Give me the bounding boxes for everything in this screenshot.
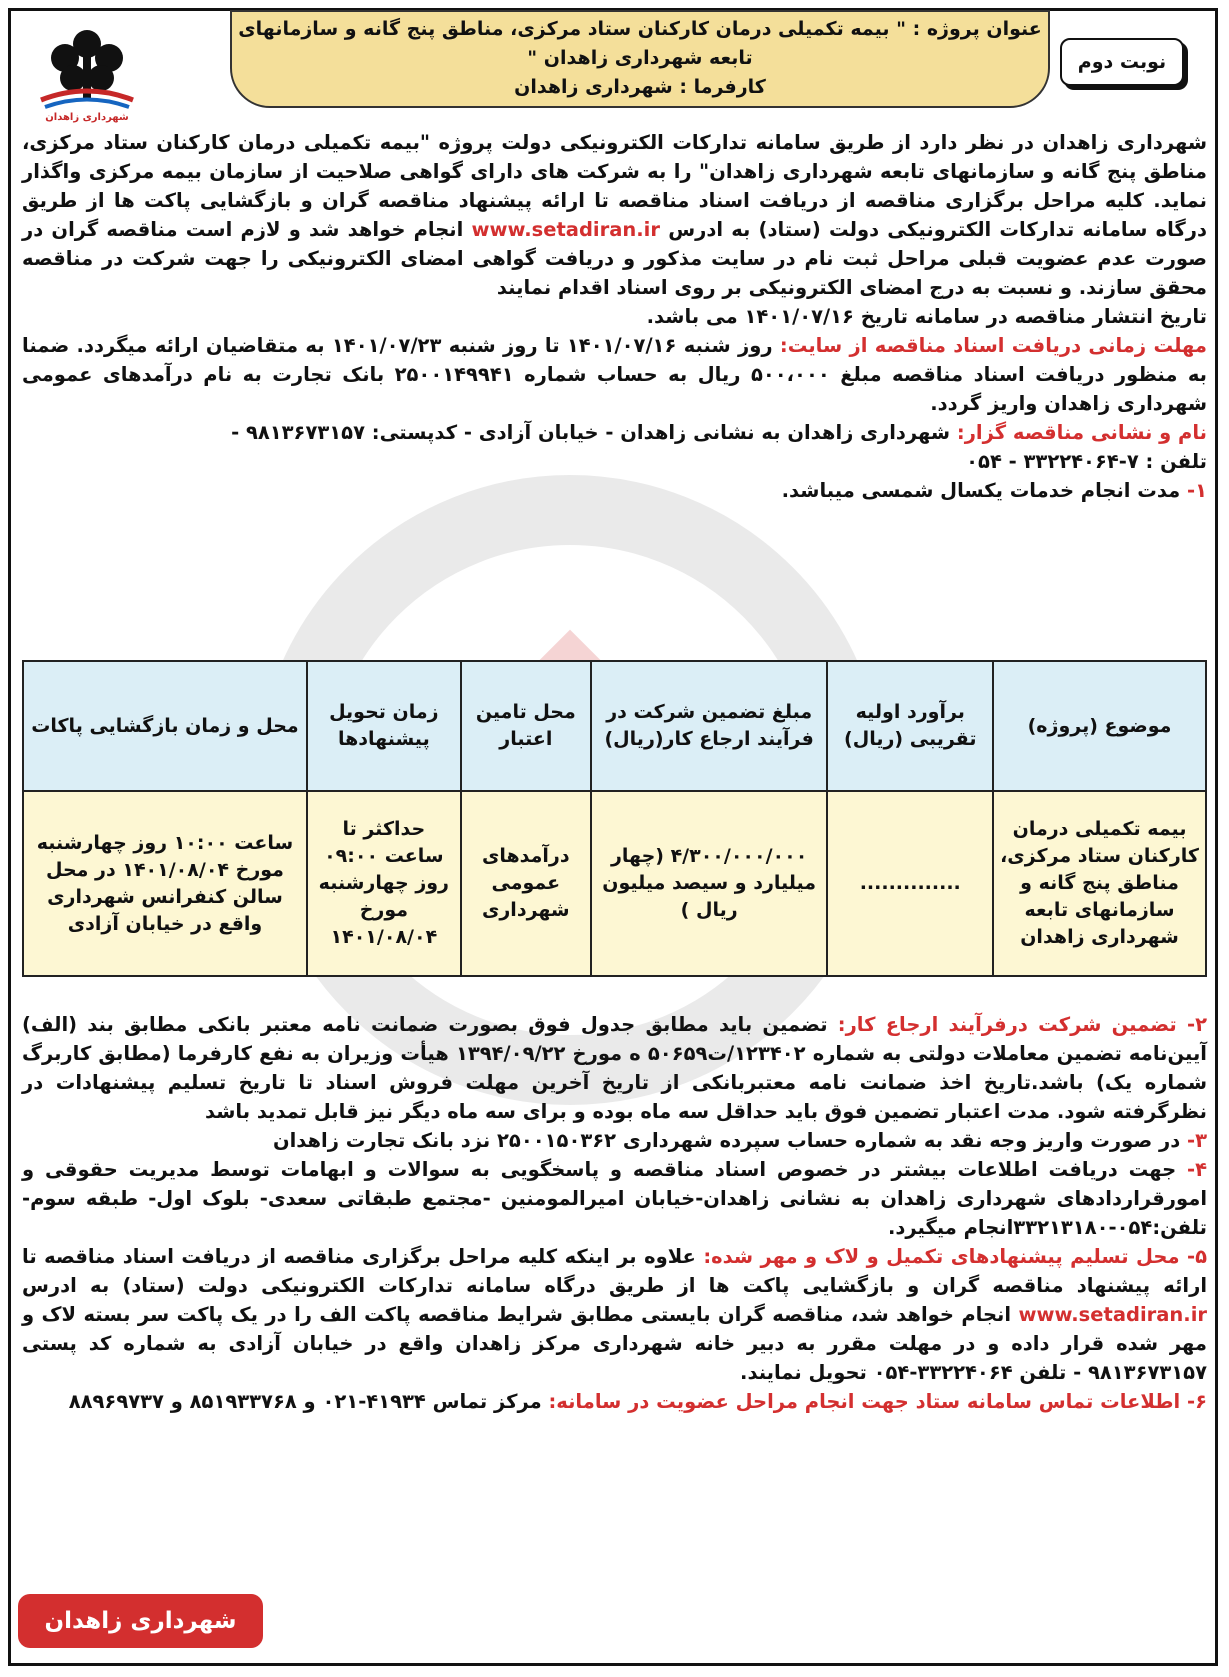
municipality-logo-icon <box>27 22 147 110</box>
col-header-funding: محل تامین اعتبار <box>461 661 591 791</box>
deadline-text: روز شنبه ۱۴۰۱/۰۷/۱۶ تا روز شنبه ۱۴۰۱/۰۷/۲۳ به متقاضیان ارائه میگردد. ضمنا به منظور دریافت اسناد مناقصه مبلغ ۵۰۰،۰۰۰ ریال به حساب شماره ۲۵۰۰۱۴۹۹۴۱ بانک تجارت به نام درآمدهای عمومی شهرداری زاهدان واریز گردد. <box>22 334 1207 415</box>
employer-line: کارفرما : شهرداری زاهدان <box>514 76 766 98</box>
intro-paragraph <box>22 128 1207 302</box>
col-header-delivery: زمان تحویل پیشنهادها <box>307 661 461 791</box>
intro-text-2: انجام خواهد شد و لازم است مناقصه گران در صورت عدم عضویت قبلی مراحل ثبت نام در سایت مذکور و دریافت گواهی امضای الکترونیکی را جهت شرکت در مناقصه محقق سازند. و نسبت به درج امضای الکترونیکی بر روی اسناد اقدام نمایند <box>22 218 1207 299</box>
organizer-label: نام و نشانی مناقصه گزار: <box>956 421 1207 444</box>
cell-opening: ساعت ۱۰:۰۰ روز چهارشنبه مورخ ۱۴۰۱/۰۸/۰۴ در محل سالن کنفرانس شهرداری واقع در خیابان آزادی <box>23 791 307 976</box>
notice-body-top <box>22 128 1207 505</box>
cell-delivery: حداکثر تا ساعت ۰۹:۰۰ روز چهارشنبه مورخ ۱۴۰۱/۰۸/۰۴ <box>307 791 461 976</box>
organizer-paragraph <box>22 418 1207 447</box>
item-4-number: ۴- <box>1187 1158 1207 1181</box>
col-header-subject: موضوع (پروژه) <box>993 661 1206 791</box>
organizer-phone: تلفن : ۷-۳۳۲۲۴۰۶۴ - ۰۵۴ <box>966 450 1207 473</box>
item-2 <box>22 1010 1207 1126</box>
item-3-number: ۳- <box>1187 1129 1207 1152</box>
col-header-estimate: برآورد اولیه تقریبی (ریال) <box>827 661 993 791</box>
item-5-text-2: انجام خواهد شد، مناقصه گران بایستی مطابق شرایط مناقصه پاکت الف را در یک پاکت سر بسته لاک و مهر شده قرار داده و در مهلت مقرر به دبیر خانه شهرداری مرکز زاهدان واقع در خیابان آزادی به شماره کد پستی ۹۸۱۳۶۷۳۱۵۷ - تلفن ۳۳۲۲۴۰۶۴-۰۵۴ تحویل نمایند. <box>22 1303 1207 1384</box>
item-5-text-1: علاوه بر اینکه کلیه مراحل برگزاری مناقصه از دریافت اسناد مناقصه تا ارائه پیشنهاد مناقصه گران و بازگشایی پاکت ها از طریق درگاه سامانه تدارکات الکترونیکی دولت (ستاد) به ادرس <box>22 1245 1207 1297</box>
municipality-logo <box>22 22 152 132</box>
item-6-text: مرکز تماس ۴۱۹۳۴-۰۲۱ و ۸۵۱۹۳۳۷۶۸ و ۸۸۹۶۹۷۳۷ <box>68 1390 542 1413</box>
item-6-label: ۶- اطلاعات تماس سامانه ستاد جهت انجام مراحل عضویت در سامانه: <box>548 1390 1207 1413</box>
item-2-label: ۲- تضمین شرکت درفرآیند ارجاع کار: <box>837 1013 1207 1036</box>
item-4 <box>22 1155 1207 1242</box>
setadiran-link-2[interactable]: www.setadiran.ir <box>1018 1303 1207 1326</box>
deadline-paragraph <box>22 331 1207 418</box>
col-header-guarantee: مبلغ تضمین شرکت در فرآیند ارجاع کار(ریال) <box>591 661 828 791</box>
round-badge: نوبت دوم <box>1060 38 1184 86</box>
item-4-text: جهت دریافت اطلاعات بیشتر در خصوص اسناد مناقصه و پاسخگویی به سوالات و ابهامات توسط مدیریت حقوقی و امورقراردادهای شهرداری زاهدان به نشانی زاهدان-خیابان امیرالمومنین -مجتمع طبقاتی سعدی- بلوک اول- طبقه سوم- تلفن:۰۵۴-۳۳۲۱۳۱۸۰انجام میگیرد. <box>22 1158 1207 1239</box>
item-2-text: تضمین باید مطابق جدول فوق بصورت ضمانت نامه معتبر بانکی مطابق بند (الف) آیین‌نامه تضمین معاملات دولتی به شماره ۱۲۳۴۰۲/ت۵۰۶۵۹ ه مورخ ۱۳۹۴/۰۹/۲۲ هیأت وزیران به نفع کارفرما (مطابق کاربرگ شماره یک) باشد.تاریخ اخذ ضمانت نامه معتبربانکی از تاریخ آخرین مهلت فروش اسناد تا تاریخ تسلیم پیشنهادات در نظرگرفته شود. مدت اعتبار تضمین فوق باید حداقل سه ماه بوده و برای سه ماه دیگر نیز قابل تمدید باشد <box>22 1013 1207 1123</box>
item-1-number: ۱- <box>1187 479 1207 502</box>
footer-municipality-badge: شهرداری زاهدان <box>18 1594 263 1648</box>
item-3-text: در صورت واریز وجه نقد به شماره حساب سپرده شهرداری ۲۵۰۰۱۵۰۳۶۲ نزد بانک تجارت زاهدان <box>272 1129 1181 1152</box>
table-header-row <box>23 661 1206 791</box>
item-3 <box>22 1126 1207 1155</box>
cell-subject: بیمه تکمیلی درمان کارکنان ستاد مرکزی، مناطق پنج گانه و سازمانهای تابعه شهرداری زاهدان <box>993 791 1206 976</box>
item-1-text: مدت انجام خدمات یکسال شمسی میباشد. <box>781 479 1181 502</box>
cell-estimate: .............. <box>827 791 993 976</box>
item-5-label: ۵- محل تسلیم پیشنهادهای تکمیل و لاک و مهر شده: <box>703 1245 1207 1268</box>
setadiran-link[interactable]: www.setadiran.ir <box>471 218 660 241</box>
item-6 <box>22 1387 1207 1416</box>
notice-body-bottom <box>22 1010 1207 1416</box>
table-row <box>23 791 1206 976</box>
cell-funding: درآمدهای عمومی شهرداری <box>461 791 591 976</box>
publish-date: تاریخ انتشار مناقصه در سامانه تاریخ ۱۴۰۱/۰۷/۱۶ می باشد. <box>646 305 1207 328</box>
cell-guarantee: ۴/۳۰۰/۰۰۰/۰۰۰ (چهار میلیارد و سیصد میلیون ریال ) <box>591 791 828 976</box>
organizer-text: شهرداری زاهدان به نشانی زاهدان - خیابان آزادی - کدپستی: ۹۸۱۳۶۷۳۱۵۷ - <box>231 421 951 444</box>
logo-caption: شهرداری زاهدان <box>45 112 129 123</box>
item-5 <box>22 1242 1207 1387</box>
col-header-opening: محل و زمان بازگشایی پاکات <box>23 661 307 791</box>
project-title-line-2: تابعه شهرداری زاهدان " <box>527 47 753 69</box>
intro-text-1: شهرداری زاهدان در نظر دارد از طریق سامانه تدارکات الکترونیکی دولت پروژه "بیمه تکمیلی درمان کارکنان ستاد مرکزی، مناطق پنج گانه و سازمانهای تابعه شهرداری زاهدان" را به شرکت های دارای گواهی صلاحیت از سازمان بیمه مرکزی واگذار نماید. کلیه مراحل برگزاری مناقصه از دریافت اسناد مناقصه تا ارائه پیشنهاد مناقصه گران و بازگشایی پاکت ها از طریق درگاه سامانه تدارکات الکترونیکی دولت (ستاد) به ادرس <box>22 131 1207 241</box>
deadline-label: مهلت زمانی دریافت اسناد مناقصه از سایت: <box>779 334 1207 357</box>
project-title-line-1: عنوان پروژه : " بیمه تکمیلی درمان کارکنان ستاد مرکزی، مناطق پنج گانه و سازمانهای <box>238 18 1042 40</box>
project-title-banner <box>230 10 1050 108</box>
tender-table <box>22 660 1207 977</box>
item-1 <box>22 476 1207 505</box>
